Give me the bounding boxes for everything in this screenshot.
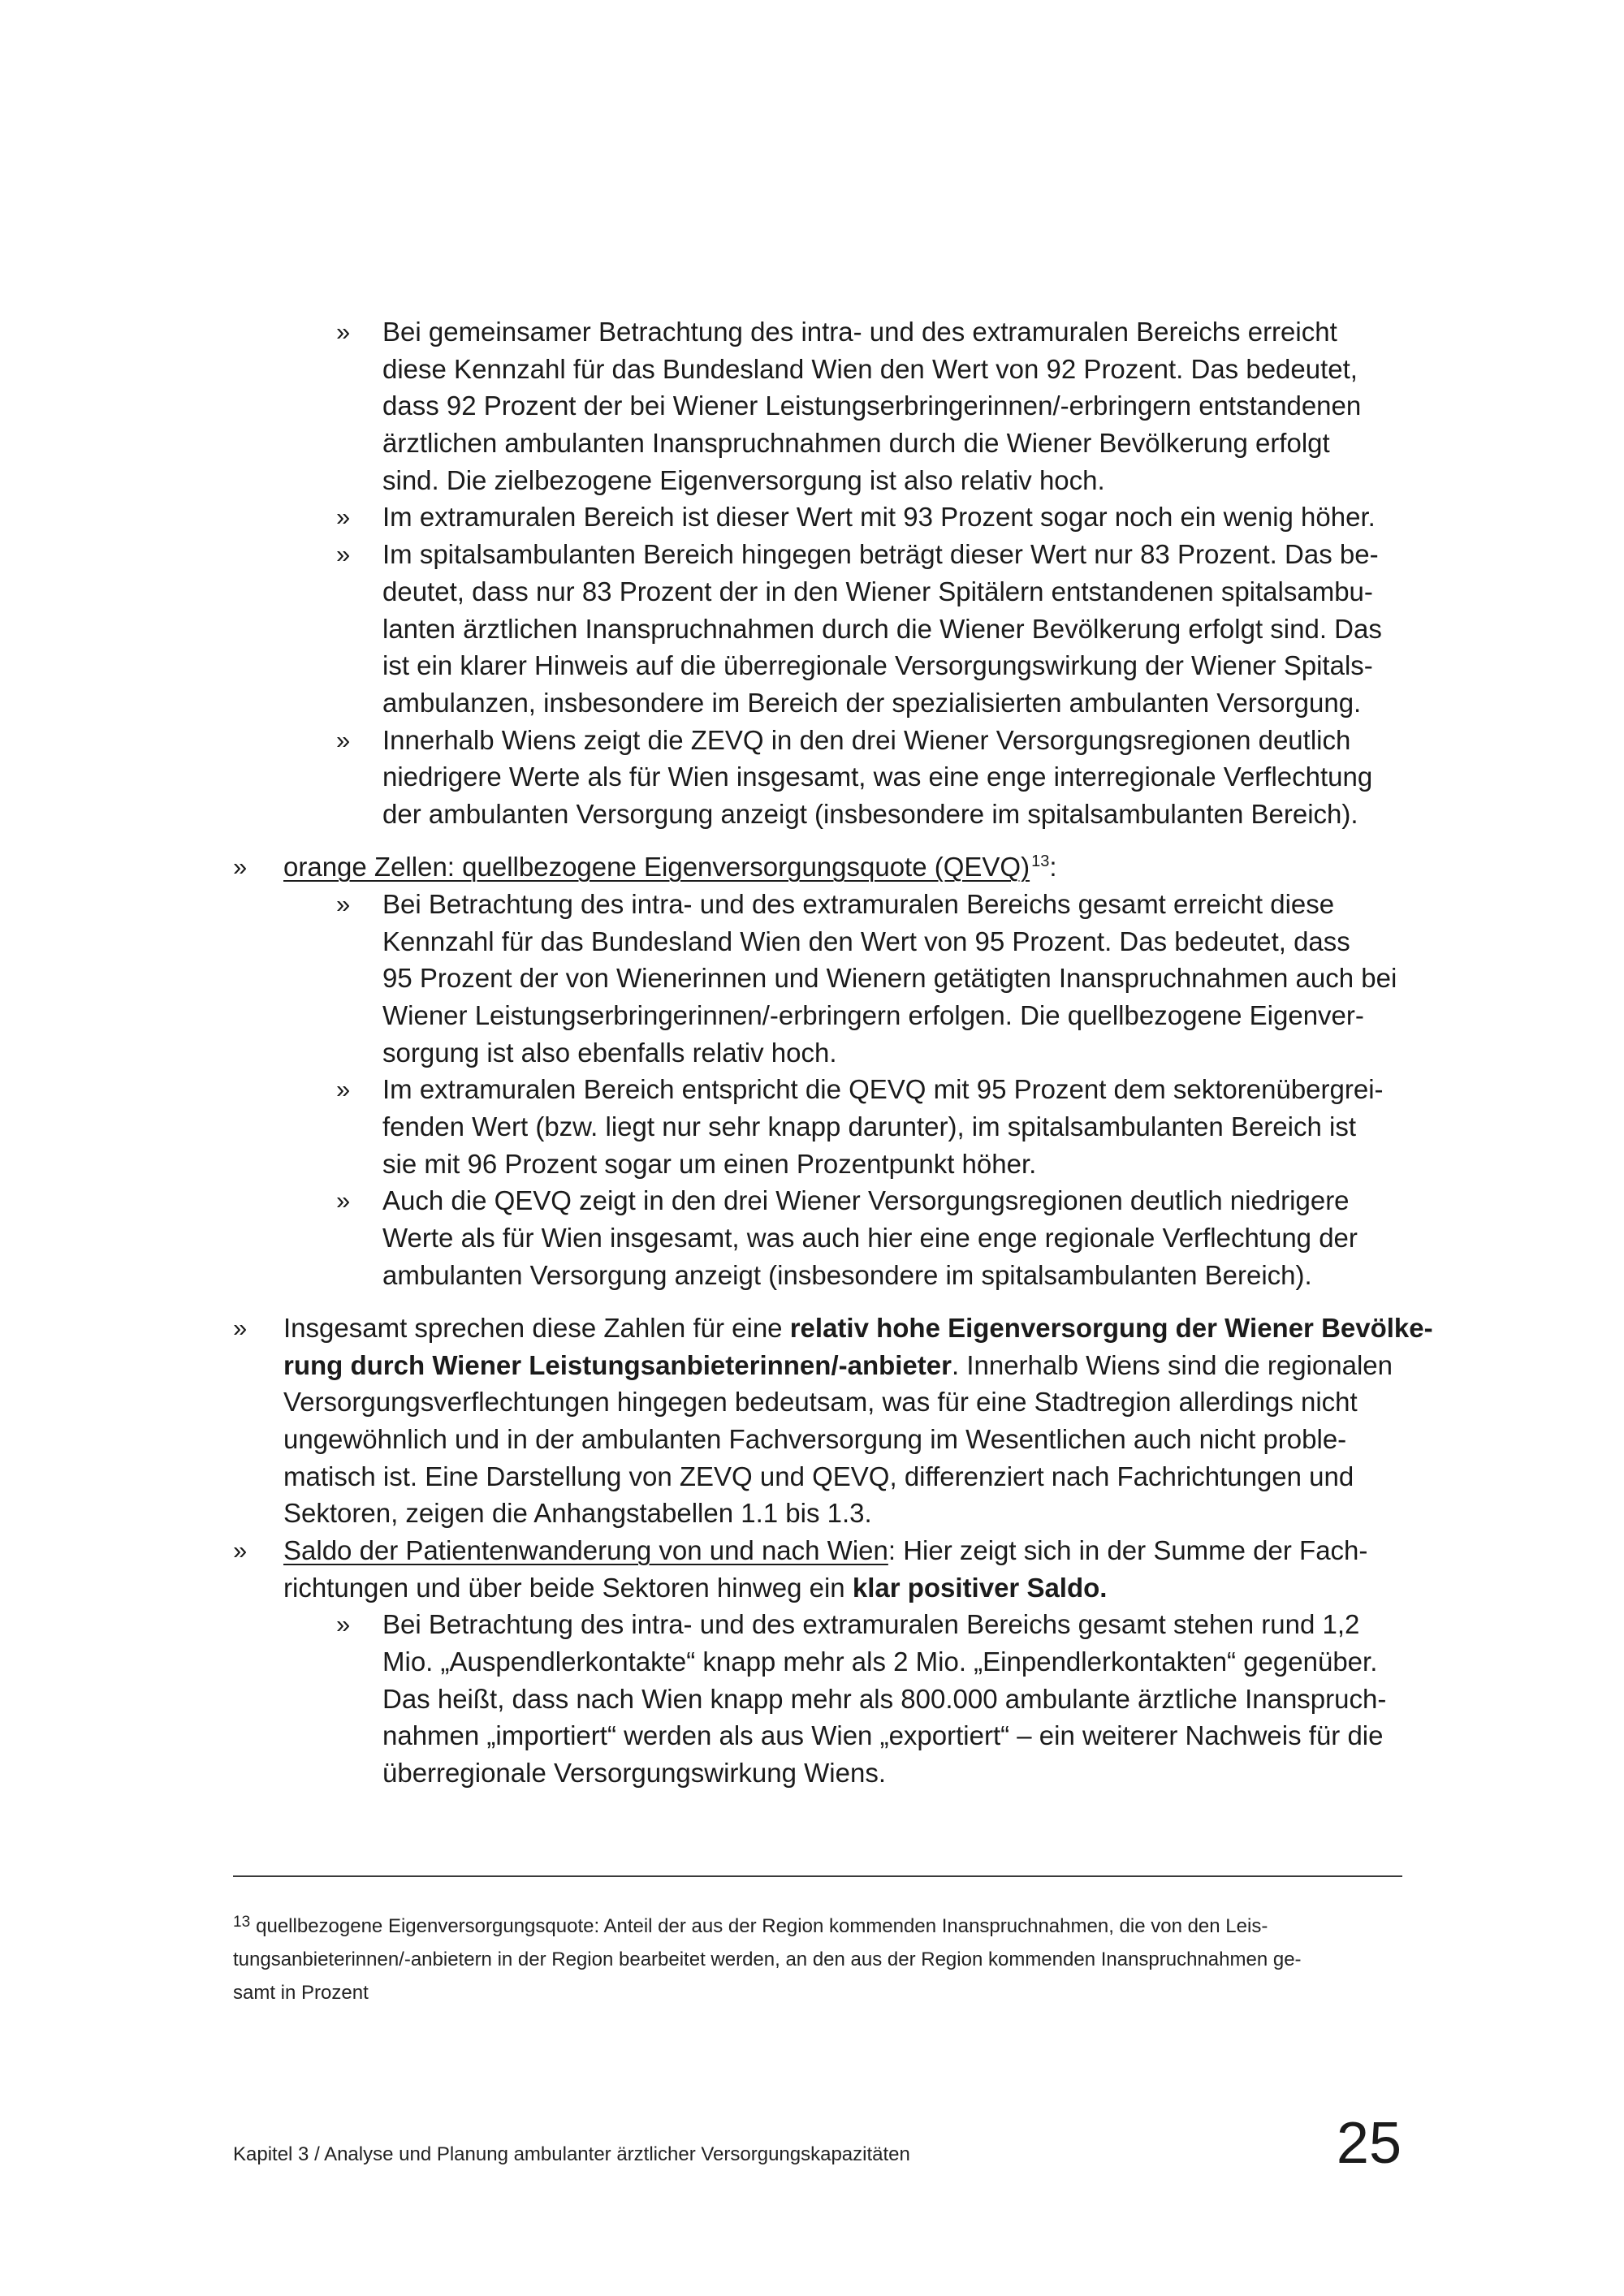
text-line: ambulanten Versorgung anzeigt (insbesondere im spitalsambulanten Bereich). [382,1259,1312,1290]
text-line [283,1569,1624,1607]
text-line: ärztlichen ambulanten Inanspruchnahmen durch die Wiener Bevölkerung erfolgt [382,428,1330,459]
text-line: 95 Prozent der von Wienerinnen und Wienern getätigten Inanspruchnahmen auch bei [382,963,1397,994]
item-heading [283,1532,1624,1569]
continued-sub-list [0,313,1624,833]
text-line: Sektoren, zeigen die Anhangstabellen 1.1 bis 1.3. [283,1498,872,1529]
bullet-marker: » [336,725,351,754]
text-line: Das heißt, dass nach Wien knapp mehr als 800.000 ambulante ärztliche Inanspruch- [382,1683,1387,1714]
text-line: Versorgungsverflechtungen hingegen bedeutsam, was für eine Stadtregion allerdings nicht [283,1387,1358,1418]
bullet-marker: » [336,1075,351,1104]
bullet-marker: » [336,889,351,918]
footnote-ref: 13 [1031,852,1050,871]
text-line: Im extramuralen Bereich ist dieser Wert mit 93 Prozent sogar noch ein wenig höher. [382,502,1376,533]
sub-list [283,886,1624,1294]
text-run: . Innerhalb Wiens sind die regionalen [951,1349,1393,1380]
text-line: matisch ist. Eine Darstellung von ZEVQ und QEVQ, differenziert nach Fachrichtungen und [283,1461,1354,1491]
text-line: Bei gemeinsamer Betrachtung des intra- und des extramuralen Bereichs erreicht [382,317,1337,347]
text-line: Bei Betrachtung des intra- und des extramuralen Bereichs gesamt erreicht diese [382,888,1335,919]
text-line: sie mit 96 Prozent sogar um einen Prozentpunkt höher. [382,1148,1037,1179]
text-line: samt in Prozent [233,1982,369,2004]
bold-run: rung durch Wiener Leistungsanbieterinnen/-anbieter [283,1349,952,1380]
text-line: Kennzahl für das Bundesland Wien den Wert von 95 Prozent. Das bedeutet, dass [382,926,1350,956]
text-line: Bei Betrachtung des intra- und des extramuralen Bereichs gesamt stehen rund 1,2 [382,1609,1360,1640]
heading-underlined: orange Zellen: quellbezogene Eigenversorgungsquote (QEVQ) [283,852,1030,883]
sub-list-item [283,498,1624,536]
text-line: Innerhalb Wiens zeigt die ZEVQ in den drei Wiener Versorgungsregionen deutlich [382,724,1351,755]
text-line: sind. Die zielbezogene Eigenversorgung ist also relativ hoch. [382,464,1105,495]
page-number: 25 [1336,2111,1402,2176]
text-line: fenden Wert (bzw. liegt nur sehr knapp darunter), im spitalsambulanten Bereich ist [382,1111,1356,1142]
sub-list-item [283,1071,1624,1182]
bullet-marker: » [336,317,351,346]
sub-list-item [283,536,1624,721]
footnote-separator [233,1875,1402,1877]
text-line: diese Kennzahl für das Bundesland Wien den Wert von 92 Prozent. Das bedeutet, [382,353,1358,384]
list-item-saldo [0,1532,1624,1792]
bullet-marker: » [336,503,351,532]
bullet-marker: » [233,1536,248,1564]
bullet-marker: » [233,1313,248,1342]
text-run: Insgesamt sprechen diese Zahlen für eine [283,1312,790,1343]
footnote [233,1910,1302,2009]
sub-list-item [283,1182,1624,1293]
list-item-summary [0,1310,1624,1532]
running-footer: Kapitel 3 / Analyse und Planung ambulanter ärztlicher Versorgungskapazitäten [233,2143,910,2165]
text-line [283,1310,1624,1347]
text-line: ist ein klarer Hinweis auf die überregionale Versorgungswirkung der Wiener Spitals- [382,650,1373,681]
text-line: sorgung ist also ebenfalls relativ hoch. [382,1037,837,1068]
text-line: Im extramuralen Bereich entspricht die QEVQ mit 95 Prozent dem sektorenübergrei- [382,1074,1384,1105]
list-item-qevq [0,848,1624,1293]
text-run: quellbezogene Eigenversorgungsquote: Anteil der aus der Region kommenden Inanspruchnahmen, die von den Leis- [256,1915,1268,1937]
footnote-number: 13 [233,1914,251,1931]
text-run: richtungen und über beide Sektoren hinweg ein [283,1572,853,1603]
bullet-marker: » [336,1610,351,1639]
sub-list-item [283,313,1624,498]
bold-run: klar positiver Saldo. [852,1572,1108,1603]
text-line: lanten ärztlichen Inanspruchnahmen durch die Wiener Bevölkerung erfolgt sind. Das [382,613,1382,644]
sub-list [283,1606,1624,1791]
text-run: : Hier zeigt sich in der Summe der Fach- [888,1535,1368,1565]
bullet-marker: » [336,1186,351,1215]
text-line: Auch die QEVQ zeigt in den drei Wiener Versorgungsregionen deutlich niedrigere [382,1185,1350,1216]
text-line [283,1347,1624,1384]
text-line: niedrigere Werte als für Wien insgesamt, was eine enge interregionale Verflechtung [382,762,1373,792]
text-line: nahmen „importiert“ werden als aus Wien „exportiert“ – ein weiterer Nachweis für die [382,1720,1384,1751]
heading-suffix: : [1049,852,1057,883]
text-line: der ambulanten Versorgung anzeigt (insbesondere im spitalsambulanten Bereich). [382,798,1358,829]
text-line: Werte als für Wien insgesamt, was auch hier eine enge regionale Verflechtung der [382,1223,1358,1253]
text-line: Mio. „Auspendlerkontakte“ knapp mehr als 2 Mio. „Einpendlerkontakten“ gegenüber. [382,1646,1378,1677]
sub-list-item [283,1606,1624,1791]
text-line [233,1910,1302,1943]
text-line: deutet, dass nur 83 Prozent der in den Wiener Spitälern entstandenen spitalsambu- [382,576,1373,606]
text-line: ungewöhnlich und in der ambulanten Fachversorgung im Wesentlichen auch nicht proble- [283,1423,1347,1454]
text-line: ambulanzen, insbesondere im Bereich der spezialisierten ambulanten Versorgung. [382,687,1362,718]
bullet-marker: » [233,852,248,882]
sub-list-item [283,886,1624,1071]
bullet-marker: » [336,540,351,569]
text-line: dass 92 Prozent der bei Wiener Leistungserbringerinnen/-erbringern entstandenen [382,391,1362,421]
bold-run: relativ hohe Eigenversorgung der Wiener Bevölke- [789,1312,1433,1343]
text-line: tungsanbieterinnen/-anbietern in der Region bearbeitet werden, an den aus der Region kommenden Inanspruchnahmen ge- [233,1949,1302,1970]
text-line: überregionale Versorgungswirkung Wiens. [382,1758,887,1789]
text-line: Im spitalsambulanten Bereich hingegen beträgt dieser Wert nur 83 Prozent. Das be- [382,539,1379,570]
item-heading [283,848,1624,886]
sub-list-item [283,722,1624,833]
main-text [0,313,1624,1792]
heading-underlined: Saldo der Patientenwanderung von und nach Wien [283,1535,888,1565]
text-line: Wiener Leistungserbringerinnen/-erbringern erfolgen. Die quellbezogene Eigenver- [382,999,1364,1030]
